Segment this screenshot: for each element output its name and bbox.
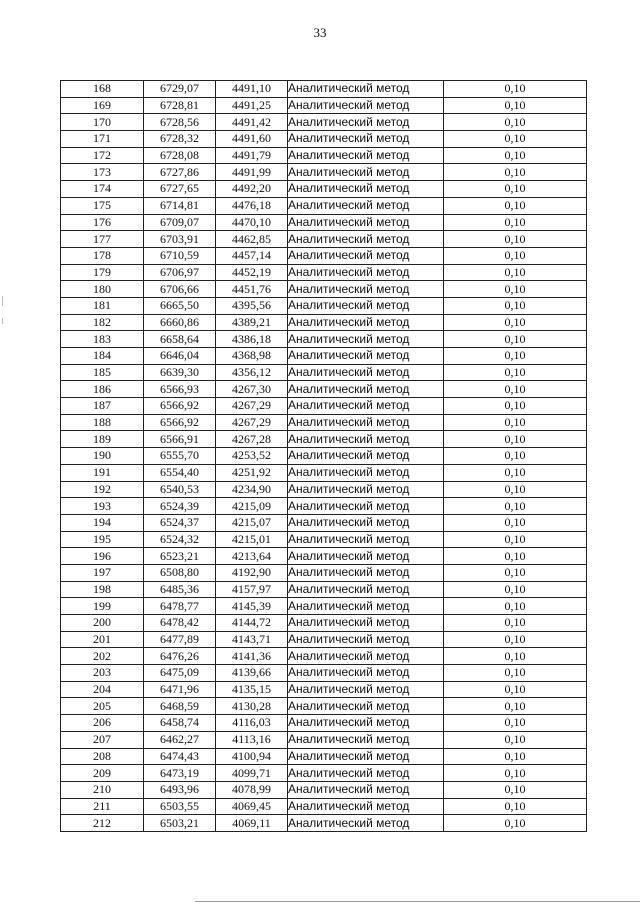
x-coordinate-cell: 6471,96 bbox=[144, 681, 216, 698]
point-number-cell: 194 bbox=[61, 514, 144, 531]
y-coordinate-cell: 4253,52 bbox=[216, 448, 288, 465]
accuracy-cell: 0,10 bbox=[444, 314, 587, 331]
table-row bbox=[61, 214, 587, 231]
accuracy-cell: 0,10 bbox=[444, 481, 587, 498]
method-cell: Аналитический метод bbox=[288, 281, 444, 298]
y-coordinate-cell: 4395,56 bbox=[216, 297, 288, 314]
point-number-cell: 207 bbox=[61, 731, 144, 748]
x-coordinate-cell: 6524,39 bbox=[144, 498, 216, 515]
method-cell: Аналитический метод bbox=[288, 498, 444, 515]
method-cell: Аналитический метод bbox=[288, 181, 444, 198]
y-coordinate-cell: 4368,98 bbox=[216, 348, 288, 365]
point-number-cell: 168 bbox=[61, 81, 144, 98]
table-row bbox=[61, 514, 587, 531]
method-cell: Аналитический метод bbox=[288, 481, 444, 498]
x-coordinate-cell: 6523,21 bbox=[144, 548, 216, 565]
table-row bbox=[61, 81, 587, 98]
method-cell: Аналитический метод bbox=[288, 464, 444, 481]
table-row bbox=[61, 164, 587, 181]
table-row bbox=[61, 398, 587, 415]
accuracy-cell: 0,10 bbox=[444, 114, 587, 131]
table-row bbox=[61, 114, 587, 131]
accuracy-cell: 0,10 bbox=[444, 197, 587, 214]
point-number-cell: 210 bbox=[61, 781, 144, 798]
y-coordinate-cell: 4139,66 bbox=[216, 665, 288, 682]
method-cell: Аналитический метод bbox=[288, 598, 444, 615]
table-row bbox=[61, 765, 587, 782]
point-number-cell: 180 bbox=[61, 281, 144, 298]
y-coordinate-cell: 4157,97 bbox=[216, 581, 288, 598]
method-cell: Аналитический метод bbox=[288, 114, 444, 131]
y-coordinate-cell: 4452,19 bbox=[216, 264, 288, 281]
table-row bbox=[61, 464, 587, 481]
point-number-cell: 199 bbox=[61, 598, 144, 615]
accuracy-cell: 0,10 bbox=[444, 514, 587, 531]
point-number-cell: 196 bbox=[61, 548, 144, 565]
table-row bbox=[61, 97, 587, 114]
point-number-cell: 190 bbox=[61, 448, 144, 465]
method-cell: Аналитический метод bbox=[288, 681, 444, 698]
y-coordinate-cell: 4451,76 bbox=[216, 281, 288, 298]
accuracy-cell: 0,10 bbox=[444, 498, 587, 515]
accuracy-cell: 0,10 bbox=[444, 448, 587, 465]
point-number-cell: 189 bbox=[61, 431, 144, 448]
x-coordinate-cell: 6706,66 bbox=[144, 281, 216, 298]
point-number-cell: 174 bbox=[61, 181, 144, 198]
accuracy-cell: 0,10 bbox=[444, 97, 587, 114]
point-number-cell: 181 bbox=[61, 297, 144, 314]
x-coordinate-cell: 6473,19 bbox=[144, 765, 216, 782]
x-coordinate-cell: 6728,56 bbox=[144, 114, 216, 131]
y-coordinate-cell: 4470,10 bbox=[216, 214, 288, 231]
accuracy-cell: 0,10 bbox=[444, 765, 587, 782]
accuracy-cell: 0,10 bbox=[444, 815, 587, 832]
x-coordinate-cell: 6554,40 bbox=[144, 464, 216, 481]
y-coordinate-cell: 4100,94 bbox=[216, 748, 288, 765]
method-cell: Аналитический метод bbox=[288, 564, 444, 581]
y-coordinate-cell: 4251,92 bbox=[216, 464, 288, 481]
table-row bbox=[61, 314, 587, 331]
accuracy-cell: 0,10 bbox=[444, 581, 587, 598]
table-row bbox=[61, 431, 587, 448]
accuracy-cell: 0,10 bbox=[444, 631, 587, 648]
method-cell: Аналитический метод bbox=[288, 748, 444, 765]
x-coordinate-cell: 6508,80 bbox=[144, 564, 216, 581]
method-cell: Аналитический метод bbox=[288, 398, 444, 415]
accuracy-cell: 0,10 bbox=[444, 181, 587, 198]
accuracy-cell: 0,10 bbox=[444, 731, 587, 748]
method-cell: Аналитический метод bbox=[288, 331, 444, 348]
method-cell: Аналитический метод bbox=[288, 698, 444, 715]
y-coordinate-cell: 4215,07 bbox=[216, 514, 288, 531]
table-row bbox=[61, 665, 587, 682]
accuracy-cell: 0,10 bbox=[444, 615, 587, 632]
y-coordinate-cell: 4462,85 bbox=[216, 231, 288, 248]
y-coordinate-cell: 4215,01 bbox=[216, 531, 288, 548]
table-row bbox=[61, 264, 587, 281]
y-coordinate-cell: 4192,90 bbox=[216, 564, 288, 581]
table-row bbox=[61, 247, 587, 264]
y-coordinate-cell: 4491,60 bbox=[216, 131, 288, 148]
point-number-cell: 179 bbox=[61, 264, 144, 281]
accuracy-cell: 0,10 bbox=[444, 431, 587, 448]
method-cell: Аналитический метод bbox=[288, 798, 444, 815]
point-number-cell: 195 bbox=[61, 531, 144, 548]
y-coordinate-cell: 4078,99 bbox=[216, 781, 288, 798]
point-number-cell: 185 bbox=[61, 364, 144, 381]
table-row bbox=[61, 798, 587, 815]
table-row bbox=[61, 331, 587, 348]
y-coordinate-cell: 4267,29 bbox=[216, 414, 288, 431]
point-number-cell: 175 bbox=[61, 197, 144, 214]
x-coordinate-cell: 6540,53 bbox=[144, 481, 216, 498]
y-coordinate-cell: 4135,15 bbox=[216, 681, 288, 698]
method-cell: Аналитический метод bbox=[288, 197, 444, 214]
point-number-cell: 201 bbox=[61, 631, 144, 648]
table-row bbox=[61, 147, 587, 164]
point-number-cell: 206 bbox=[61, 715, 144, 732]
table-row bbox=[61, 581, 587, 598]
x-coordinate-cell: 6468,59 bbox=[144, 698, 216, 715]
y-coordinate-cell: 4386,18 bbox=[216, 331, 288, 348]
accuracy-cell: 0,10 bbox=[444, 748, 587, 765]
point-number-cell: 171 bbox=[61, 131, 144, 148]
table-row bbox=[61, 131, 587, 148]
x-coordinate-cell: 6478,77 bbox=[144, 598, 216, 615]
x-coordinate-cell: 6727,65 bbox=[144, 181, 216, 198]
y-coordinate-cell: 4234,90 bbox=[216, 481, 288, 498]
x-coordinate-cell: 6710,59 bbox=[144, 247, 216, 264]
x-coordinate-cell: 6714,81 bbox=[144, 197, 216, 214]
point-number-cell: 209 bbox=[61, 765, 144, 782]
table-row bbox=[61, 815, 587, 832]
method-cell: Аналитический метод bbox=[288, 131, 444, 148]
x-coordinate-cell: 6555,70 bbox=[144, 448, 216, 465]
y-coordinate-cell: 4267,30 bbox=[216, 381, 288, 398]
y-coordinate-cell: 4491,99 bbox=[216, 164, 288, 181]
y-coordinate-cell: 4144,72 bbox=[216, 615, 288, 632]
method-cell: Аналитический метод bbox=[288, 97, 444, 114]
coordinates-table-body bbox=[61, 81, 587, 832]
method-cell: Аналитический метод bbox=[288, 231, 444, 248]
point-number-cell: 192 bbox=[61, 481, 144, 498]
table-row bbox=[61, 748, 587, 765]
y-coordinate-cell: 4457,14 bbox=[216, 247, 288, 264]
method-cell: Аналитический метод bbox=[288, 815, 444, 832]
accuracy-cell: 0,10 bbox=[444, 648, 587, 665]
method-cell: Аналитический метод bbox=[288, 264, 444, 281]
table-row bbox=[61, 281, 587, 298]
x-coordinate-cell: 6660,86 bbox=[144, 314, 216, 331]
accuracy-cell: 0,10 bbox=[444, 364, 587, 381]
method-cell: Аналитический метод bbox=[288, 297, 444, 314]
table-row bbox=[61, 364, 587, 381]
x-coordinate-cell: 6639,30 bbox=[144, 364, 216, 381]
accuracy-cell: 0,10 bbox=[444, 715, 587, 732]
point-number-cell: 211 bbox=[61, 798, 144, 815]
x-coordinate-cell: 6566,93 bbox=[144, 381, 216, 398]
table-row bbox=[61, 731, 587, 748]
table-row bbox=[61, 564, 587, 581]
x-coordinate-cell: 6477,89 bbox=[144, 631, 216, 648]
method-cell: Аналитический метод bbox=[288, 414, 444, 431]
y-coordinate-cell: 4069,45 bbox=[216, 798, 288, 815]
x-coordinate-cell: 6462,27 bbox=[144, 731, 216, 748]
accuracy-cell: 0,10 bbox=[444, 297, 587, 314]
point-number-cell: 208 bbox=[61, 748, 144, 765]
scan-edge-mark bbox=[2, 296, 3, 306]
accuracy-cell: 0,10 bbox=[444, 264, 587, 281]
accuracy-cell: 0,10 bbox=[444, 798, 587, 815]
table-row bbox=[61, 698, 587, 715]
method-cell: Аналитический метод bbox=[288, 531, 444, 548]
accuracy-cell: 0,10 bbox=[444, 164, 587, 181]
y-coordinate-cell: 4476,18 bbox=[216, 197, 288, 214]
point-number-cell: 203 bbox=[61, 665, 144, 682]
point-number-cell: 198 bbox=[61, 581, 144, 598]
accuracy-cell: 0,10 bbox=[444, 348, 587, 365]
accuracy-cell: 0,10 bbox=[444, 214, 587, 231]
method-cell: Аналитический метод bbox=[288, 364, 444, 381]
method-cell: Аналитический метод bbox=[288, 615, 444, 632]
method-cell: Аналитический метод bbox=[288, 631, 444, 648]
x-coordinate-cell: 6706,97 bbox=[144, 264, 216, 281]
accuracy-cell: 0,10 bbox=[444, 548, 587, 565]
accuracy-cell: 0,10 bbox=[444, 247, 587, 264]
method-cell: Аналитический метод bbox=[288, 381, 444, 398]
y-coordinate-cell: 4145,39 bbox=[216, 598, 288, 615]
y-coordinate-cell: 4491,42 bbox=[216, 114, 288, 131]
point-number-cell: 183 bbox=[61, 331, 144, 348]
accuracy-cell: 0,10 bbox=[444, 331, 587, 348]
y-coordinate-cell: 4143,71 bbox=[216, 631, 288, 648]
method-cell: Аналитический метод bbox=[288, 348, 444, 365]
table-row bbox=[61, 381, 587, 398]
method-cell: Аналитический метод bbox=[288, 314, 444, 331]
accuracy-cell: 0,10 bbox=[444, 231, 587, 248]
method-cell: Аналитический метод bbox=[288, 715, 444, 732]
point-number-cell: 182 bbox=[61, 314, 144, 331]
x-coordinate-cell: 6665,50 bbox=[144, 297, 216, 314]
point-number-cell: 204 bbox=[61, 681, 144, 698]
accuracy-cell: 0,10 bbox=[444, 564, 587, 581]
method-cell: Аналитический метод bbox=[288, 448, 444, 465]
y-coordinate-cell: 4491,25 bbox=[216, 97, 288, 114]
method-cell: Аналитический метод bbox=[288, 431, 444, 448]
accuracy-cell: 0,10 bbox=[444, 131, 587, 148]
y-coordinate-cell: 4116,03 bbox=[216, 715, 288, 732]
x-coordinate-cell: 6658,64 bbox=[144, 331, 216, 348]
y-coordinate-cell: 4069,11 bbox=[216, 815, 288, 832]
point-number-cell: 176 bbox=[61, 214, 144, 231]
method-cell: Аналитический метод bbox=[288, 147, 444, 164]
table-row bbox=[61, 197, 587, 214]
page-number: 33 bbox=[313, 25, 327, 40]
method-cell: Аналитический метод bbox=[288, 548, 444, 565]
table-row bbox=[61, 531, 587, 548]
method-cell: Аналитический метод bbox=[288, 765, 444, 782]
y-coordinate-cell: 4130,28 bbox=[216, 698, 288, 715]
method-cell: Аналитический метод bbox=[288, 648, 444, 665]
point-number-cell: 191 bbox=[61, 464, 144, 481]
x-coordinate-cell: 6503,55 bbox=[144, 798, 216, 815]
y-coordinate-cell: 4389,21 bbox=[216, 314, 288, 331]
method-cell: Аналитический метод bbox=[288, 164, 444, 181]
point-number-cell: 184 bbox=[61, 348, 144, 365]
y-coordinate-cell: 4491,79 bbox=[216, 147, 288, 164]
point-number-cell: 188 bbox=[61, 414, 144, 431]
accuracy-cell: 0,10 bbox=[444, 598, 587, 615]
y-coordinate-cell: 4213,64 bbox=[216, 548, 288, 565]
x-coordinate-cell: 6728,08 bbox=[144, 147, 216, 164]
x-coordinate-cell: 6566,92 bbox=[144, 414, 216, 431]
table-row bbox=[61, 548, 587, 565]
accuracy-cell: 0,10 bbox=[444, 781, 587, 798]
x-coordinate-cell: 6729,07 bbox=[144, 81, 216, 98]
point-number-cell: 205 bbox=[61, 698, 144, 715]
method-cell: Аналитический метод bbox=[288, 247, 444, 264]
accuracy-cell: 0,10 bbox=[444, 665, 587, 682]
method-cell: Аналитический метод bbox=[288, 214, 444, 231]
point-number-cell: 178 bbox=[61, 247, 144, 264]
method-cell: Аналитический метод bbox=[288, 665, 444, 682]
x-coordinate-cell: 6524,37 bbox=[144, 514, 216, 531]
x-coordinate-cell: 6458,74 bbox=[144, 715, 216, 732]
table-row bbox=[61, 297, 587, 314]
accuracy-cell: 0,10 bbox=[444, 464, 587, 481]
point-number-cell: 177 bbox=[61, 231, 144, 248]
x-coordinate-cell: 6728,32 bbox=[144, 131, 216, 148]
x-coordinate-cell: 6703,91 bbox=[144, 231, 216, 248]
table-row bbox=[61, 414, 587, 431]
x-coordinate-cell: 6566,91 bbox=[144, 431, 216, 448]
point-number-cell: 202 bbox=[61, 648, 144, 665]
accuracy-cell: 0,10 bbox=[444, 681, 587, 698]
scan-bottom-rule bbox=[195, 901, 640, 902]
point-number-cell: 212 bbox=[61, 815, 144, 832]
accuracy-cell: 0,10 bbox=[444, 531, 587, 548]
x-coordinate-cell: 6727,86 bbox=[144, 164, 216, 181]
table-row bbox=[61, 181, 587, 198]
x-coordinate-cell: 6566,92 bbox=[144, 398, 216, 415]
table-row bbox=[61, 681, 587, 698]
point-number-cell: 200 bbox=[61, 615, 144, 632]
table-row bbox=[61, 231, 587, 248]
point-number-cell: 170 bbox=[61, 114, 144, 131]
y-coordinate-cell: 4491,10 bbox=[216, 81, 288, 98]
y-coordinate-cell: 4215,09 bbox=[216, 498, 288, 515]
accuracy-cell: 0,10 bbox=[444, 381, 587, 398]
y-coordinate-cell: 4356,12 bbox=[216, 364, 288, 381]
point-number-cell: 173 bbox=[61, 164, 144, 181]
point-number-cell: 186 bbox=[61, 381, 144, 398]
table-row bbox=[61, 615, 587, 632]
x-coordinate-cell: 6503,21 bbox=[144, 815, 216, 832]
accuracy-cell: 0,10 bbox=[444, 398, 587, 415]
method-cell: Аналитический метод bbox=[288, 581, 444, 598]
x-coordinate-cell: 6646,04 bbox=[144, 348, 216, 365]
accuracy-cell: 0,10 bbox=[444, 414, 587, 431]
coordinates-table bbox=[60, 80, 587, 832]
x-coordinate-cell: 6478,42 bbox=[144, 615, 216, 632]
y-coordinate-cell: 4141,36 bbox=[216, 648, 288, 665]
y-coordinate-cell: 4492,20 bbox=[216, 181, 288, 198]
point-number-cell: 193 bbox=[61, 498, 144, 515]
table-row bbox=[61, 448, 587, 465]
accuracy-cell: 0,10 bbox=[444, 698, 587, 715]
accuracy-cell: 0,10 bbox=[444, 281, 587, 298]
y-coordinate-cell: 4099,71 bbox=[216, 765, 288, 782]
point-number-cell: 169 bbox=[61, 97, 144, 114]
x-coordinate-cell: 6524,32 bbox=[144, 531, 216, 548]
x-coordinate-cell: 6728,81 bbox=[144, 97, 216, 114]
table-row bbox=[61, 481, 587, 498]
x-coordinate-cell: 6493,96 bbox=[144, 781, 216, 798]
y-coordinate-cell: 4113,16 bbox=[216, 731, 288, 748]
point-number-cell: 172 bbox=[61, 147, 144, 164]
table-row bbox=[61, 598, 587, 615]
accuracy-cell: 0,10 bbox=[444, 147, 587, 164]
table-row bbox=[61, 648, 587, 665]
method-cell: Аналитический метод bbox=[288, 781, 444, 798]
table-row bbox=[61, 715, 587, 732]
point-number-cell: 187 bbox=[61, 398, 144, 415]
table-row bbox=[61, 348, 587, 365]
table-row bbox=[61, 631, 587, 648]
x-coordinate-cell: 6474,43 bbox=[144, 748, 216, 765]
y-coordinate-cell: 4267,28 bbox=[216, 431, 288, 448]
point-number-cell: 197 bbox=[61, 564, 144, 581]
method-cell: Аналитический метод bbox=[288, 514, 444, 531]
method-cell: Аналитический метод bbox=[288, 81, 444, 98]
method-cell: Аналитический метод bbox=[288, 731, 444, 748]
y-coordinate-cell: 4267,29 bbox=[216, 398, 288, 415]
x-coordinate-cell: 6485,36 bbox=[144, 581, 216, 598]
table-row bbox=[61, 781, 587, 798]
x-coordinate-cell: 6475,09 bbox=[144, 665, 216, 682]
x-coordinate-cell: 6709,07 bbox=[144, 214, 216, 231]
table-row bbox=[61, 498, 587, 515]
scan-edge-mark bbox=[2, 318, 3, 324]
x-coordinate-cell: 6476,26 bbox=[144, 648, 216, 665]
accuracy-cell: 0,10 bbox=[444, 81, 587, 98]
